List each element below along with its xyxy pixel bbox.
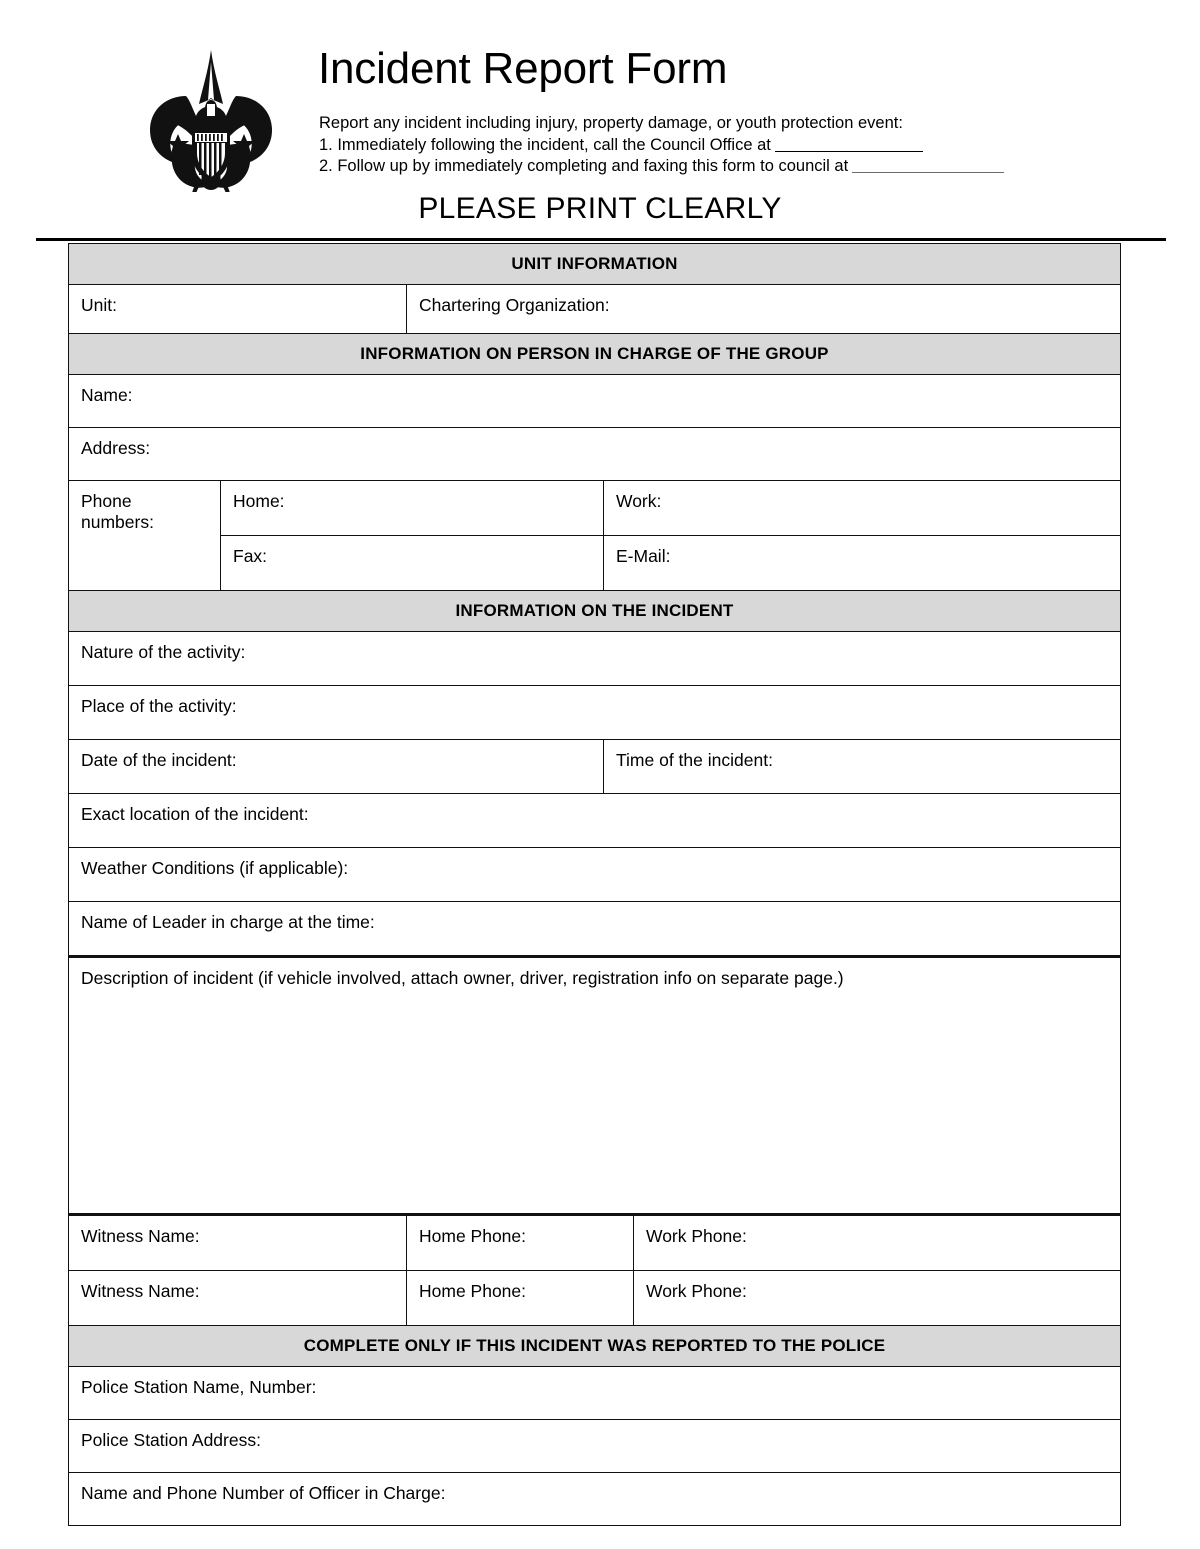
field-weather-conditions[interactable]: Weather Conditions (if applicable): [69, 848, 1121, 902]
field-place-of-activity[interactable]: Place of the activity: [69, 686, 1121, 740]
field-description-of-incident[interactable]: Description of incident (if vehicle involved, attach owner, driver, registration info on separate page.) [69, 957, 1121, 1215]
table-row [69, 1271, 1121, 1326]
section-header-unit-information: UNIT INFORMATION [69, 244, 1121, 285]
table-row [69, 686, 1121, 740]
field-witness-2-work-phone[interactable]: Work Phone: [634, 1271, 1121, 1326]
table-row [69, 902, 1121, 957]
instruction-step-1-text: 1. Immediately following the incident, call the Council Office at [319, 135, 771, 154]
table-row [69, 740, 1121, 794]
field-fax[interactable]: Fax: [221, 536, 604, 591]
field-witness-2-name[interactable]: Witness Name: [69, 1271, 407, 1326]
phone-numbers-line-1: Phone [81, 491, 132, 511]
table-row [69, 285, 1121, 334]
document-header [0, 0, 1200, 236]
table-row [69, 1215, 1121, 1271]
field-date-of-incident[interactable]: Date of the incident: [69, 740, 604, 794]
field-time-of-incident[interactable]: Time of the incident: [604, 740, 1121, 794]
field-name[interactable]: Name: [69, 375, 1121, 428]
table-row [69, 591, 1121, 632]
table-row [69, 1367, 1121, 1420]
instruction-step-1 [319, 135, 1004, 157]
field-email[interactable]: E-Mail: [604, 536, 1121, 591]
section-header-incident-information: INFORMATION ON THE INCIDENT [69, 591, 1121, 632]
field-witness-2-home-phone[interactable]: Home Phone: [407, 1271, 634, 1326]
print-clearly-notice: PLEASE PRINT CLEARLY [418, 192, 782, 225]
field-phone-numbers-label [69, 481, 221, 591]
field-witness-1-home-phone[interactable]: Home Phone: [407, 1215, 634, 1271]
table-row [69, 794, 1121, 848]
field-officer-in-charge[interactable]: Name and Phone Number of Officer in Charge: [69, 1473, 1121, 1526]
section-header-police: COMPLETE ONLY IF THIS INCIDENT WAS REPORTED TO THE POLICE [69, 1326, 1121, 1367]
incident-report-form-table [68, 243, 1121, 1526]
field-address[interactable]: Address: [69, 428, 1121, 481]
bsa-fleur-de-lis-logo-icon [140, 42, 282, 192]
table-row [69, 848, 1121, 902]
field-witness-1-name[interactable]: Witness Name: [69, 1215, 407, 1271]
phone-numbers-line-2: numbers: [81, 512, 154, 532]
instruction-step-2-text: 2. Follow up by immediately completing and faxing this form to council at [319, 157, 849, 175]
field-home-phone[interactable]: Home: [221, 481, 604, 536]
instruction-intro: Report any incident including injury, property damage, or youth protection event: [319, 114, 903, 132]
section-header-person-in-charge: INFORMATION ON PERSON IN CHARGE OF THE GROUP [69, 334, 1121, 375]
table-row [69, 1420, 1121, 1473]
table-row [69, 375, 1121, 428]
table-row [69, 481, 1121, 536]
page-title: Incident Report Form [318, 44, 728, 93]
field-unit[interactable]: Unit: [69, 285, 407, 334]
table-row [69, 632, 1121, 686]
table-row [69, 957, 1121, 1215]
table-row [69, 1326, 1121, 1367]
field-nature-of-activity[interactable]: Nature of the activity: [69, 632, 1121, 686]
field-witness-1-work-phone[interactable]: Work Phone: [634, 1215, 1121, 1271]
table-row [69, 1473, 1121, 1526]
field-leader-in-charge[interactable]: Name of Leader in charge at the time: [69, 902, 1121, 957]
field-chartering-organization[interactable]: Chartering Organization: [407, 285, 1121, 334]
instruction-step-2 [319, 156, 1004, 178]
table-row [69, 536, 1121, 591]
header-instructions [319, 113, 1004, 178]
field-police-station-address[interactable]: Police Station Address: [69, 1420, 1121, 1473]
header-divider-rule [36, 238, 1166, 241]
table-row [69, 244, 1121, 285]
council-office-phone-blank[interactable] [775, 136, 923, 152]
table-row [69, 334, 1121, 375]
table-row [69, 428, 1121, 481]
council-fax-blank[interactable] [852, 157, 1004, 173]
field-exact-location[interactable]: Exact location of the incident: [69, 794, 1121, 848]
field-police-station-name[interactable]: Police Station Name, Number: [69, 1367, 1121, 1420]
field-work-phone[interactable]: Work: [604, 481, 1121, 536]
